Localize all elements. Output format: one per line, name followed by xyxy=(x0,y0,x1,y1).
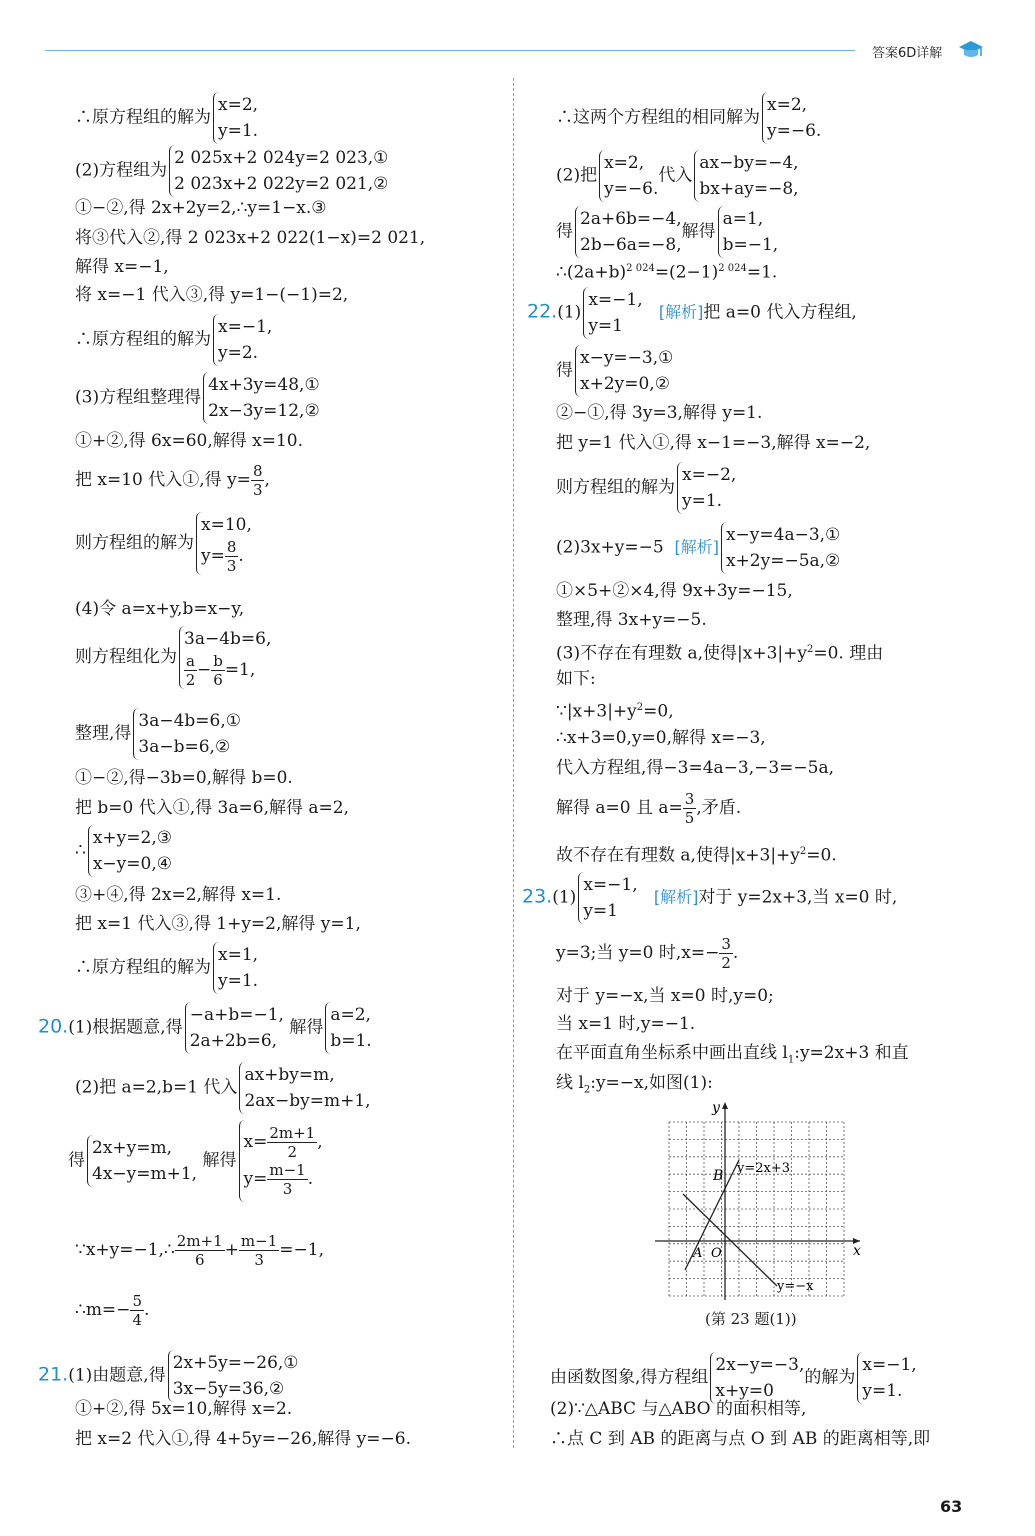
text xyxy=(75,372,320,424)
eq: x−y=−3,① xyxy=(580,348,674,368)
text: 把 a=0 代入方程组, xyxy=(703,302,857,323)
eq: x=2, xyxy=(218,95,259,115)
denominator: 6 xyxy=(194,1251,205,1269)
system-brace xyxy=(213,942,258,994)
system-brace xyxy=(239,1062,370,1114)
text: (2)3x+y=−5 xyxy=(556,537,664,558)
text: :y=2x+3 和直 xyxy=(794,1043,909,1063)
eq: x=1, xyxy=(218,945,259,965)
text: =0. 理由 xyxy=(813,643,884,664)
numerator: 8 xyxy=(226,538,237,556)
text: ∴ xyxy=(75,840,86,861)
eq: x+2y=−5a,② xyxy=(725,551,841,571)
text: 解得 a=0 且 a= xyxy=(556,798,683,818)
fraction xyxy=(175,1232,225,1269)
numerator: 8 xyxy=(252,462,263,480)
eq: x= $\frac{2m+1}{2}$ , xyxy=(243,1124,323,1161)
system-brace xyxy=(133,708,241,760)
text: 由函数图象,得方程组 xyxy=(550,1367,709,1388)
fraction xyxy=(239,1232,279,1269)
eq: 3a−4b=6, xyxy=(184,629,272,649)
system-brace xyxy=(239,1120,323,1202)
text: 把 x=10 代入①,得 y= xyxy=(75,470,251,490)
text xyxy=(556,92,821,144)
text xyxy=(75,1062,371,1114)
system-brace xyxy=(169,145,388,197)
text: 将③代入②,得 2 023x+2 022(1−x)=2 021, xyxy=(75,228,426,248)
eq: b=−1, xyxy=(722,235,779,255)
text: 得 2a+6b=−4, 2b−6a=−8, 解得 a=1, b=−1, xyxy=(556,206,778,258)
text: ∴原方程组的解为 xyxy=(75,329,211,350)
fraction xyxy=(683,790,697,827)
l1-label: y=2x+3 xyxy=(737,1161,791,1176)
text: ①+②,得 5x=10,解得 x=2. xyxy=(75,1399,293,1419)
text: 将 x=−1 代入③,得 y=1−(−1)=2, xyxy=(75,285,349,305)
eq: 2x−y=−3, xyxy=(715,1355,805,1375)
denominator: 2 xyxy=(185,671,196,689)
text: ∴原方程组的解为 xyxy=(75,107,211,128)
fraction xyxy=(251,462,265,499)
eq: x=2, xyxy=(767,95,808,115)
denominator: 4 xyxy=(132,1311,142,1329)
eq: a=1, xyxy=(722,209,764,229)
text: ∴点 C 到 AB 的距离与点 O 到 AB 的距离相等,即 xyxy=(550,1429,931,1449)
fraction xyxy=(225,538,239,575)
eq: x=−1, xyxy=(218,317,273,337)
exponent: 2 024 xyxy=(718,263,747,274)
text: 在平面直角坐标系中画出直线 l xyxy=(556,1043,788,1063)
text: 故不存在有理数 a,使得|x+3|+y xyxy=(556,845,800,866)
text xyxy=(75,708,241,760)
fraction xyxy=(719,935,733,972)
text xyxy=(75,145,388,197)
text: 把 x=10 代入①,得 y= $\frac{8}{3}$ , xyxy=(75,462,270,499)
point-b: B xyxy=(713,1168,724,1184)
text: y=3;当 y=0 时,x=− $\frac{3}{2}$ . xyxy=(556,935,739,972)
problem-20 xyxy=(38,1002,372,1054)
numerator: 2m+1 xyxy=(176,1232,223,1250)
text xyxy=(556,258,777,284)
text: (3)不存在有理数 a,使得|x+3|+y xyxy=(556,643,807,664)
text: (2)把 xyxy=(556,165,598,186)
text: 如下: xyxy=(556,669,596,689)
problem-23: 23.(1) x=−1, y=1 [解析]对于 y=2x+3,当 x=0 时, xyxy=(522,872,897,924)
system-brace xyxy=(694,150,798,202)
fraction xyxy=(267,1124,317,1161)
text: 整理,得 3x+y=−5. xyxy=(556,610,707,630)
text: =1. xyxy=(746,262,778,283)
fraction xyxy=(130,1292,144,1329)
eq: bx+ay=−8, xyxy=(699,179,799,199)
text xyxy=(75,825,172,877)
text xyxy=(68,1120,323,1202)
eq: x=−1, xyxy=(588,290,643,310)
denominator: 2 xyxy=(287,1143,298,1161)
text: 得 x−y=−3,① x+2y=0,② xyxy=(556,345,673,397)
x-label: x xyxy=(853,1243,861,1259)
eq: x=−1, xyxy=(862,1355,917,1375)
eq: y=2. xyxy=(218,343,259,363)
text xyxy=(75,512,252,575)
denominator: 3 xyxy=(226,557,237,575)
problem-22: 22.(1) x=−1, y=1 [解析]把 a=0 代入方程组, xyxy=(527,287,857,339)
text xyxy=(556,150,799,202)
denominator: 3 xyxy=(254,1251,264,1269)
text: (3)不存在有理数 a,使得$|x+3|+y^2=0$. 理由 xyxy=(556,643,884,664)
system-brace xyxy=(185,1002,284,1054)
eq: 3x−5y=36,② xyxy=(172,1379,285,1399)
text: ①+②,得 6x=60,解得 x=10. xyxy=(75,431,304,451)
system-brace xyxy=(168,1350,299,1402)
fraction xyxy=(267,1161,307,1198)
eq: y=1 xyxy=(583,901,618,921)
text xyxy=(75,626,271,689)
system-brace xyxy=(179,626,271,689)
text: 把 x=2 代入①,得 4+5y=−26,解得 y=−6. xyxy=(75,1429,411,1449)
denominator: 6 xyxy=(213,671,223,689)
text xyxy=(75,942,258,994)
text: ∵|x+3|+y xyxy=(556,701,637,722)
eq: 2x+5y=−26,① xyxy=(172,1353,299,1373)
eq: x−y=4a−3,① xyxy=(725,525,841,545)
numerator: 5 xyxy=(132,1292,142,1310)
text: 对于 y=2x+3,当 x=0 时, xyxy=(698,887,898,908)
system-brace xyxy=(213,314,272,366)
system-brace xyxy=(599,150,658,202)
problem-number: 21. xyxy=(38,1363,69,1386)
text: :y=−x,如图(1): xyxy=(590,1073,713,1093)
text: 故不存在有理数 a,使得$|x+3|+y^2=0$. xyxy=(556,845,837,866)
point-a: A xyxy=(693,1246,703,1261)
system-brace xyxy=(718,206,779,258)
numerator: 3 xyxy=(721,935,731,953)
analysis-tag: [解析] xyxy=(658,302,704,322)
text: ∴原方程组的解为 xyxy=(75,957,211,978)
text: 线 $l_2:y=-x$,如图(1): xyxy=(556,1073,713,1096)
numerator: b xyxy=(213,652,223,670)
eq: y=1. xyxy=(218,971,259,991)
l2-label: y=−x xyxy=(777,1279,814,1294)
eq: x−y=0,④ xyxy=(92,854,172,874)
eq: 2a+2b=6, xyxy=(189,1031,278,1051)
problem-number: 23. xyxy=(522,885,553,908)
text: ③+④,得 2x=2,解得 x=1. xyxy=(75,885,282,905)
text: (3)方程组整理得 xyxy=(75,387,202,408)
problem-number: 20. xyxy=(38,1015,69,1038)
eq: 3a−4b=6,① xyxy=(138,711,242,731)
problem-21 xyxy=(38,1350,299,1402)
eq: y=−6. xyxy=(767,121,822,141)
eq: y= $\frac{m-1}{3}$ . xyxy=(243,1161,314,1198)
eq: x=2, xyxy=(604,153,645,173)
eq: 2a+6b=−4, xyxy=(580,209,682,229)
system-brace xyxy=(87,1135,197,1187)
numerator: 2m+1 xyxy=(269,1124,316,1142)
text: 线 l xyxy=(556,1073,584,1093)
text: ,矛盾. xyxy=(696,798,742,818)
eq: y=1 xyxy=(588,316,623,336)
text: ①×5+②×4,得 9x+3y=−15, xyxy=(556,581,793,601)
text: ①−②,得 2x+2y=2,∴y=1−x.③ xyxy=(75,198,327,218)
eq: a=2, xyxy=(330,1005,371,1025)
text: 当 x=1 时,y=−1. xyxy=(556,1014,696,1034)
text: 把 b=0 代入①,得 3a=6,解得 a=2, xyxy=(75,798,349,818)
numerator: m−1 xyxy=(269,1161,306,1179)
origin-label: O xyxy=(711,1246,722,1261)
text: 的解为 xyxy=(804,1367,856,1388)
eq: x=−2, xyxy=(682,465,737,485)
numerator: 3 xyxy=(684,790,695,808)
text xyxy=(556,790,741,827)
text: 解得 xyxy=(202,1150,237,1171)
header-label: 答案6D详解 xyxy=(872,46,943,61)
text: 代入方程组,得−3=4a−3,−3=−5a, xyxy=(556,758,835,778)
eq: x+y=2,③ xyxy=(92,828,172,848)
y-label: y xyxy=(712,1100,720,1116)
system-brace xyxy=(710,1352,804,1404)
eq: 2 023x+2 022y=2 021,② xyxy=(174,174,389,194)
system-brace xyxy=(88,825,172,877)
text: 把 y=1 代入①,得 x−1=−3,解得 x=−2, xyxy=(556,433,871,453)
system-brace xyxy=(721,522,840,574)
column-divider xyxy=(513,78,514,1448)
system-brace xyxy=(575,345,673,397)
text: (2)把 a=2,b=1 代入 xyxy=(75,1077,238,1098)
text: 则方程组的解为 xyxy=(75,533,194,553)
text: ∵x+y=−1,∴ xyxy=(75,1240,175,1260)
text: ①−②,得−3b=0,解得 b=0. xyxy=(75,768,293,788)
system-brace xyxy=(857,1352,916,1404)
system-brace xyxy=(213,92,258,144)
text: ∴m=− xyxy=(75,1300,131,1320)
system-brace xyxy=(196,512,252,575)
eq: −a+b=−1, xyxy=(189,1005,284,1025)
eq: 2x−3y=12,② xyxy=(208,401,320,421)
numerator: a xyxy=(186,652,195,670)
graduation-cap-icon xyxy=(958,38,984,60)
system-brace xyxy=(578,872,637,924)
system-brace xyxy=(583,287,642,339)
eq: y=1. xyxy=(862,1381,903,1401)
system-brace xyxy=(325,1002,371,1054)
text: ∴(2a+b) xyxy=(556,262,627,283)
figure-caption: (第 23 题(1)) xyxy=(705,1310,797,1328)
denominator: 3 xyxy=(252,481,263,499)
text xyxy=(75,92,258,144)
text: 在平面直角坐标系中画出直线 $l_1:y=2x+3$ 和直 xyxy=(556,1043,909,1066)
text: ②−①,得 3y=3,解得 y=1. xyxy=(556,403,763,423)
text: 整理,得 xyxy=(75,723,132,744)
eq: 2b−6a=−8, xyxy=(580,235,682,255)
system-brace xyxy=(575,206,682,258)
eq: y= $\frac{8}{3}$ . xyxy=(201,538,244,575)
eq: 4x+3y=48,① xyxy=(208,375,320,395)
denominator: 3 xyxy=(282,1180,293,1198)
denominator: 5 xyxy=(684,809,695,827)
analysis-tag: [解析] xyxy=(674,537,719,557)
eq: ax−by=−4, xyxy=(699,153,799,173)
text: 解得 xyxy=(289,1017,324,1038)
eq: b=1. xyxy=(330,1031,372,1051)
exponent: 2 024 xyxy=(626,263,655,274)
problem-number: 22. xyxy=(527,300,558,323)
fraction xyxy=(184,652,197,689)
text: 把 x=1 代入③,得 1+y=2,解得 y=1, xyxy=(75,914,361,934)
fraction xyxy=(211,652,225,689)
text: =−1, xyxy=(279,1240,324,1260)
page-number: 63 xyxy=(940,1497,963,1516)
eq: 2x+y=m, xyxy=(92,1138,173,1158)
eq: x=−1, xyxy=(583,875,638,895)
text: $\because|x+3|+y^2=0$, xyxy=(556,701,674,722)
text: (2)方程组为 xyxy=(75,160,168,181)
text xyxy=(556,462,736,514)
numerator: m−1 xyxy=(240,1232,278,1250)
text: 解得 x=−1, xyxy=(75,257,169,277)
text: (2)∵△ABC 与△ABO 的面积相等, xyxy=(550,1399,807,1419)
header-rule xyxy=(45,50,855,51)
text: ∴这两个方程组的相同解为 xyxy=(556,107,760,128)
eq: 4x−y=m+1, xyxy=(92,1164,198,1184)
system-brace xyxy=(203,372,320,424)
line-l2 xyxy=(683,1194,777,1286)
coordinate-graph xyxy=(655,1100,870,1300)
text xyxy=(75,314,272,366)
text: 得 xyxy=(68,1150,85,1171)
eq: x+2y=0,② xyxy=(580,374,670,394)
text: (4)令 a=x+y,b=x−y, xyxy=(75,599,245,619)
text xyxy=(550,1352,917,1404)
system-brace xyxy=(762,92,821,144)
eq: ax+by=m, xyxy=(244,1065,335,1085)
text: y=3;当 y=0 时,x=− xyxy=(556,943,720,963)
text: 则方程组的解为 xyxy=(556,477,675,498)
eq: y=1. xyxy=(218,121,259,141)
denominator: 2 xyxy=(721,954,731,972)
eq: 3a−b=6,② xyxy=(138,737,231,757)
eq: y=−6. xyxy=(604,179,659,199)
eq: x+y=0 xyxy=(715,1381,774,1401)
text: 对于 y=−x,当 x=0 时,y=0; xyxy=(556,986,774,1006)
analysis-tag: [解析] xyxy=(653,887,699,907)
eq: y=1. xyxy=(682,491,723,511)
eq: $\frac{a}{2}$ − $\frac{b}{6}$ =1, xyxy=(185,652,256,689)
text: 代入 xyxy=(658,165,693,186)
text: (1)由题意,得 xyxy=(68,1365,166,1386)
eq: 2ax−by=m+1, xyxy=(244,1091,371,1111)
text: ∴x+3=0,y=0,解得 x=−3, xyxy=(556,728,766,748)
eq: 2 025x+2 024y=2 023,① xyxy=(174,148,389,168)
text: y= xyxy=(201,546,225,566)
text: ∵x+y=−1,∴ $\frac{2m+1}{6}$ + $\frac{m-1}{3}$ =−1, xyxy=(75,1232,324,1269)
text: ∴m=− $\frac{5}{4}$ . xyxy=(75,1292,150,1329)
system-brace xyxy=(677,462,736,514)
eq: x=10, xyxy=(201,515,252,535)
text: (1)根据题意,得 xyxy=(68,1017,183,1038)
text: 则方程组化为 xyxy=(75,647,177,667)
text: =(2−1) xyxy=(654,262,719,283)
text xyxy=(556,522,840,574)
